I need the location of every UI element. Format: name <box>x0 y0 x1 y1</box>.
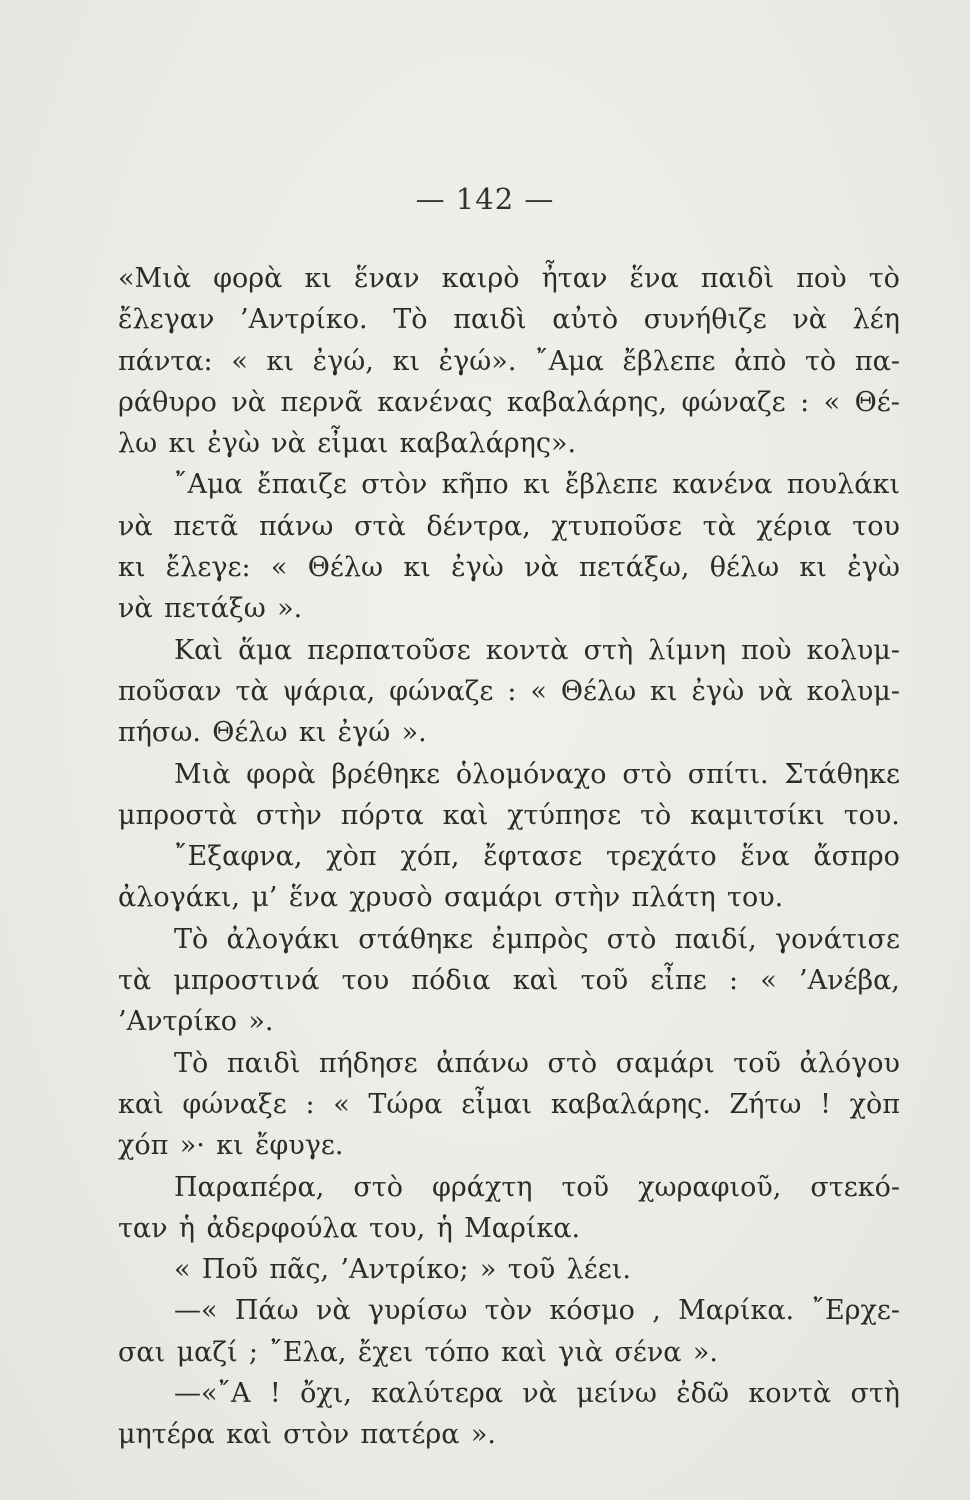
text-line: ἔλεγαν ’Αντρίκο. Τὸ παιδὶ αὐτὸ συνήθιζε νὰ λέη <box>118 304 900 336</box>
text-line: κι ἔλεγε: « Θέλω κι ἐγὼ νὰ πετάξω, θέλω κι ἐγὼ <box>118 552 900 584</box>
text-line: Τὸ παιδὶ πήδησε ἀπάνω στὸ σαμάρι τοῦ ἀλόγου <box>174 1047 900 1079</box>
text-line: ’Αντρίκο ». <box>118 1006 274 1038</box>
page-number: — 142 — <box>415 182 555 216</box>
text-line: μητέρα καὶ στὸν πατέρα ». <box>118 1419 496 1451</box>
text-line: σαι μαζί ; ῎Ελα, ἔχει τόπο καὶ γιὰ σένα ». <box>118 1336 718 1368</box>
text-line: Παραπέρα, στὸ φράχτη τοῦ χωραφιοῦ, στεκό- <box>174 1171 900 1203</box>
text-line: —« Πάω νὰ γυρίσω τὸν κόσμο , Μαρίκα. ῎Ερχε- <box>174 1295 900 1327</box>
text-line: ῎Αμα ἔπαιζε στὸν κῆπο κι ἔβλεπε κανένα πουλάκι <box>174 469 900 501</box>
text-line: πάντα: « κι ἐγώ, κι ἐγώ». ῎Αμα ἔβλεπε ἀπὸ τὸ πα- <box>118 345 900 377</box>
text-line: λω κι ἐγὼ νὰ εἶμαι καβαλάρης». <box>118 428 577 460</box>
page-text <box>118 258 900 1456</box>
text-line: ἀλογάκι, μ’ ἕνα χρυσὸ σαμάρι στὴν πλάτη του. <box>118 882 784 914</box>
text-line: χόπ »· κι ἔφυγε. <box>118 1130 344 1162</box>
text-line: Καὶ ἅμα περπατοῦσε κοντὰ στὴ λίμνη ποὺ κολυμ- <box>174 634 900 666</box>
text-line: ῎Εξαφνα, χὸπ χόπ, ἔφτασε τρεχάτο ἕνα ἄσπρο <box>174 841 900 873</box>
text-line: νὰ πετᾶ πάνω στὰ δέντρα, χτυποῦσε τὰ χέρια του <box>118 510 900 542</box>
text-line: μπροστὰ στὴν πόρτα καὶ χτύπησε τὸ καμιτσίκι του. <box>118 799 900 831</box>
text-line: «Μιὰ φορὰ κι ἕναν καιρὸ ἦταν ἕνα παιδὶ ποὺ τὸ <box>118 263 900 294</box>
text-line: ταν ἡ ἀδερφούλα του, ἡ Μαρίκα. <box>118 1212 581 1244</box>
text-line: —«῎Α ! ὄχι, καλύτερα νὰ μείνω ἐδῶ κοντὰ στὴ <box>174 1378 900 1410</box>
text-line: « Ποῦ πᾶς, ’Αντρίκο; » τοῦ λέει. <box>174 1254 631 1286</box>
text-line: ποῦσαν τὰ ψάρια, φώναζε : « Θέλω κι ἐγὼ νὰ κολυμ- <box>118 675 900 707</box>
text-line: καὶ φώναξε : « Τώρα εἶμαι καβαλάρης. Ζήτω ! χὸπ <box>118 1088 900 1120</box>
text-line: τὰ μπροστινά του πόδια καὶ τοῦ εἶπε : « ’Ανέβα, <box>118 965 900 997</box>
text-line: Μιὰ φορὰ βρέθηκε ὁλομόναχο στὸ σπίτι. Στάθηκε <box>174 758 900 790</box>
text-line: ράθυρο νὰ περνᾶ κανένας καβαλάρης, φώναζε : « Θέ- <box>118 386 900 418</box>
text-line: νὰ πετάξω ». <box>118 593 303 625</box>
text-line: Τὸ ἀλογάκι στάθηκε ἐμπρὸς στὸ παιδί, γονάτισε <box>174 923 900 955</box>
text-line: πήσω. Θέλω κι ἐγώ ». <box>118 717 427 749</box>
